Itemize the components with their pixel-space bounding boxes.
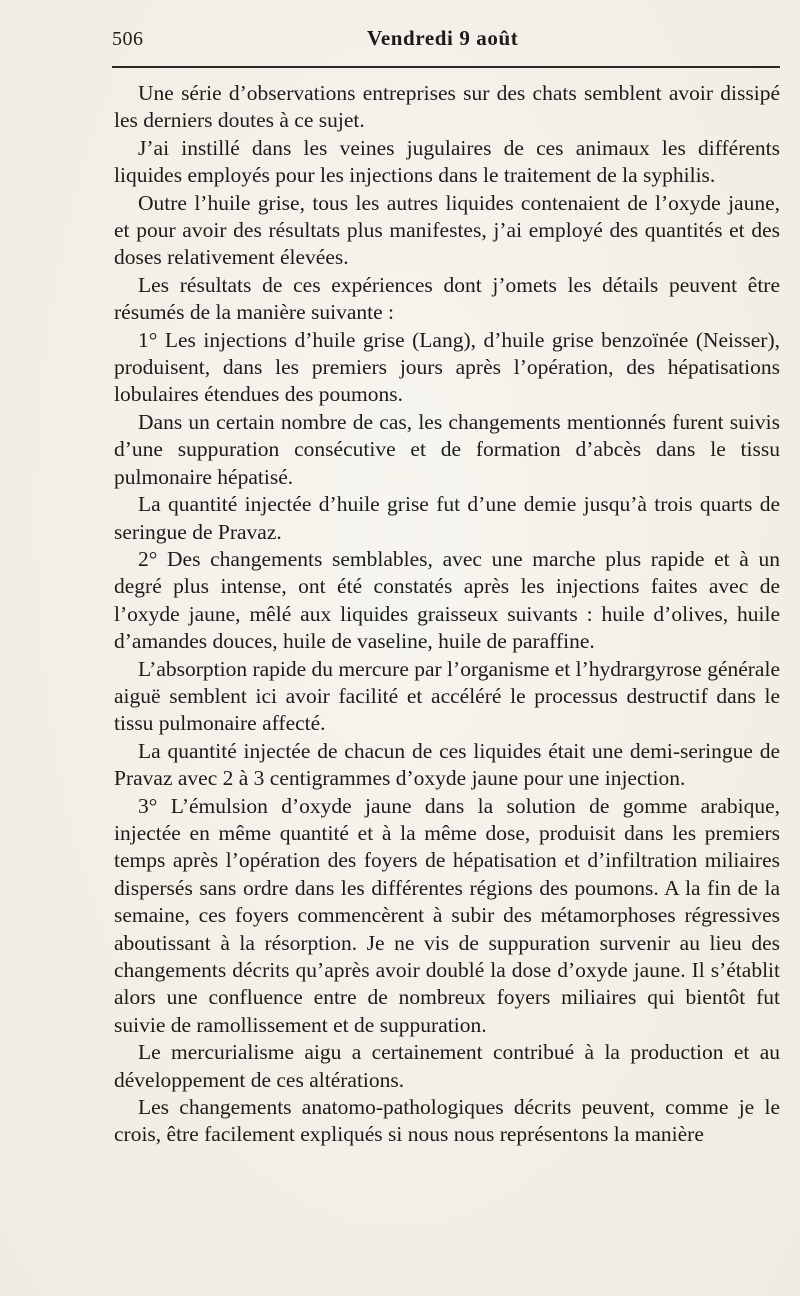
paragraph: 2° Des changements semblables, avec une marche plus rapide et à un degré plus intense, ont été constatés après les injections faites avec de l’oxyde jaune, mêlé aux liquides graisseux suivants : huile d’olives, huile d’amandes douces, huile de vaseline, huile de paraffine. [114,546,780,654]
paragraph: J’ai instillé dans les veines jugulaires de ces animaux les différents liquides employés pour les injections dans le traitement de la syphilis. [114,135,780,188]
paragraph: La quantité injectée d’huile grise fut d’une demie jusqu’à trois quarts de seringue de Pravaz. [114,492,780,544]
page-header [112,24,780,62]
paragraph: Une série d’observations entreprises sur des chats semblent avoir dissipé les derniers doutes à ce sujet. [114,81,780,133]
paragraph: La quantité injectée de chacun de ces liquides était une demi-seringue de Pravaz avec 2 à 3 centigrammes d’oxyde jaune pour une injection. [114,738,780,791]
paragraph: Le mercurialisme aigu a certainement contribué à la production et au développement de ces altérations. [114,1040,780,1092]
paragraph: Outre l’huile grise, tous les autres liquides contenaient de l’oxyde jaune, et pour avoir des résultats plus manifestes, j’ai employé des quantités et des doses relativement élevées. [114,190,780,270]
paragraph: Les résultats de ces expériences dont j’omets les détails peuvent être résumés de la manière suivante : [114,272,780,325]
page-number: 506 [112,28,144,50]
paragraph: L’absorption rapide du mercure par l’organisme et l’hydrargyrose générale aiguë semblent ici avoir facilité et accéléré le processus destructif dans le tissu pulmonaire affecté. [114,656,780,736]
body-text [114,80,780,1149]
paragraph: Les changements anatomo-pathologiques décrits peuvent, comme je le crois, être facilement expliqués si nous nous représentons la manière [114,1095,780,1147]
paragraph: Dans un certain nombre de cas, les changements mentionnés furent suivis d’une suppuration consécutive et de formation d’abcès dans le tissu pulmonaire hépatisé. [114,409,780,489]
paragraph: 1° Les injections d’huile grise (Lang), d’huile grise benzoïnée (Neisser), produisent, dans les premiers jours après l’opération, des hépatisations lobulaires étendues des poumons. [114,327,780,407]
header-rule [112,66,780,68]
paragraph: 3° L’émulsion d’oxyde jaune dans la solution de gomme arabique, injectée en même quantité et à la même dose, produisit dans les premiers temps après l’opération des foyers de hépatisation et d’infiltration miliaires dispersés sans ordre dans les différentes régions des poumons. A la fin de la semaine, ces foyers commencèrent à subir des métamorphoses régressives aboutissant à la résorption. Je ne vis de suppuration survenir au lieu des changements décrits qu’après avoir doublé la dose d’oxyde jaune. Il s’établit alors une confluence entre de nombreux foyers miliaires qui bientôt fut suivie de ramollissement et de suppuration. [114,793,780,1037]
running-title: Vendredi 9 août [367,26,519,50]
